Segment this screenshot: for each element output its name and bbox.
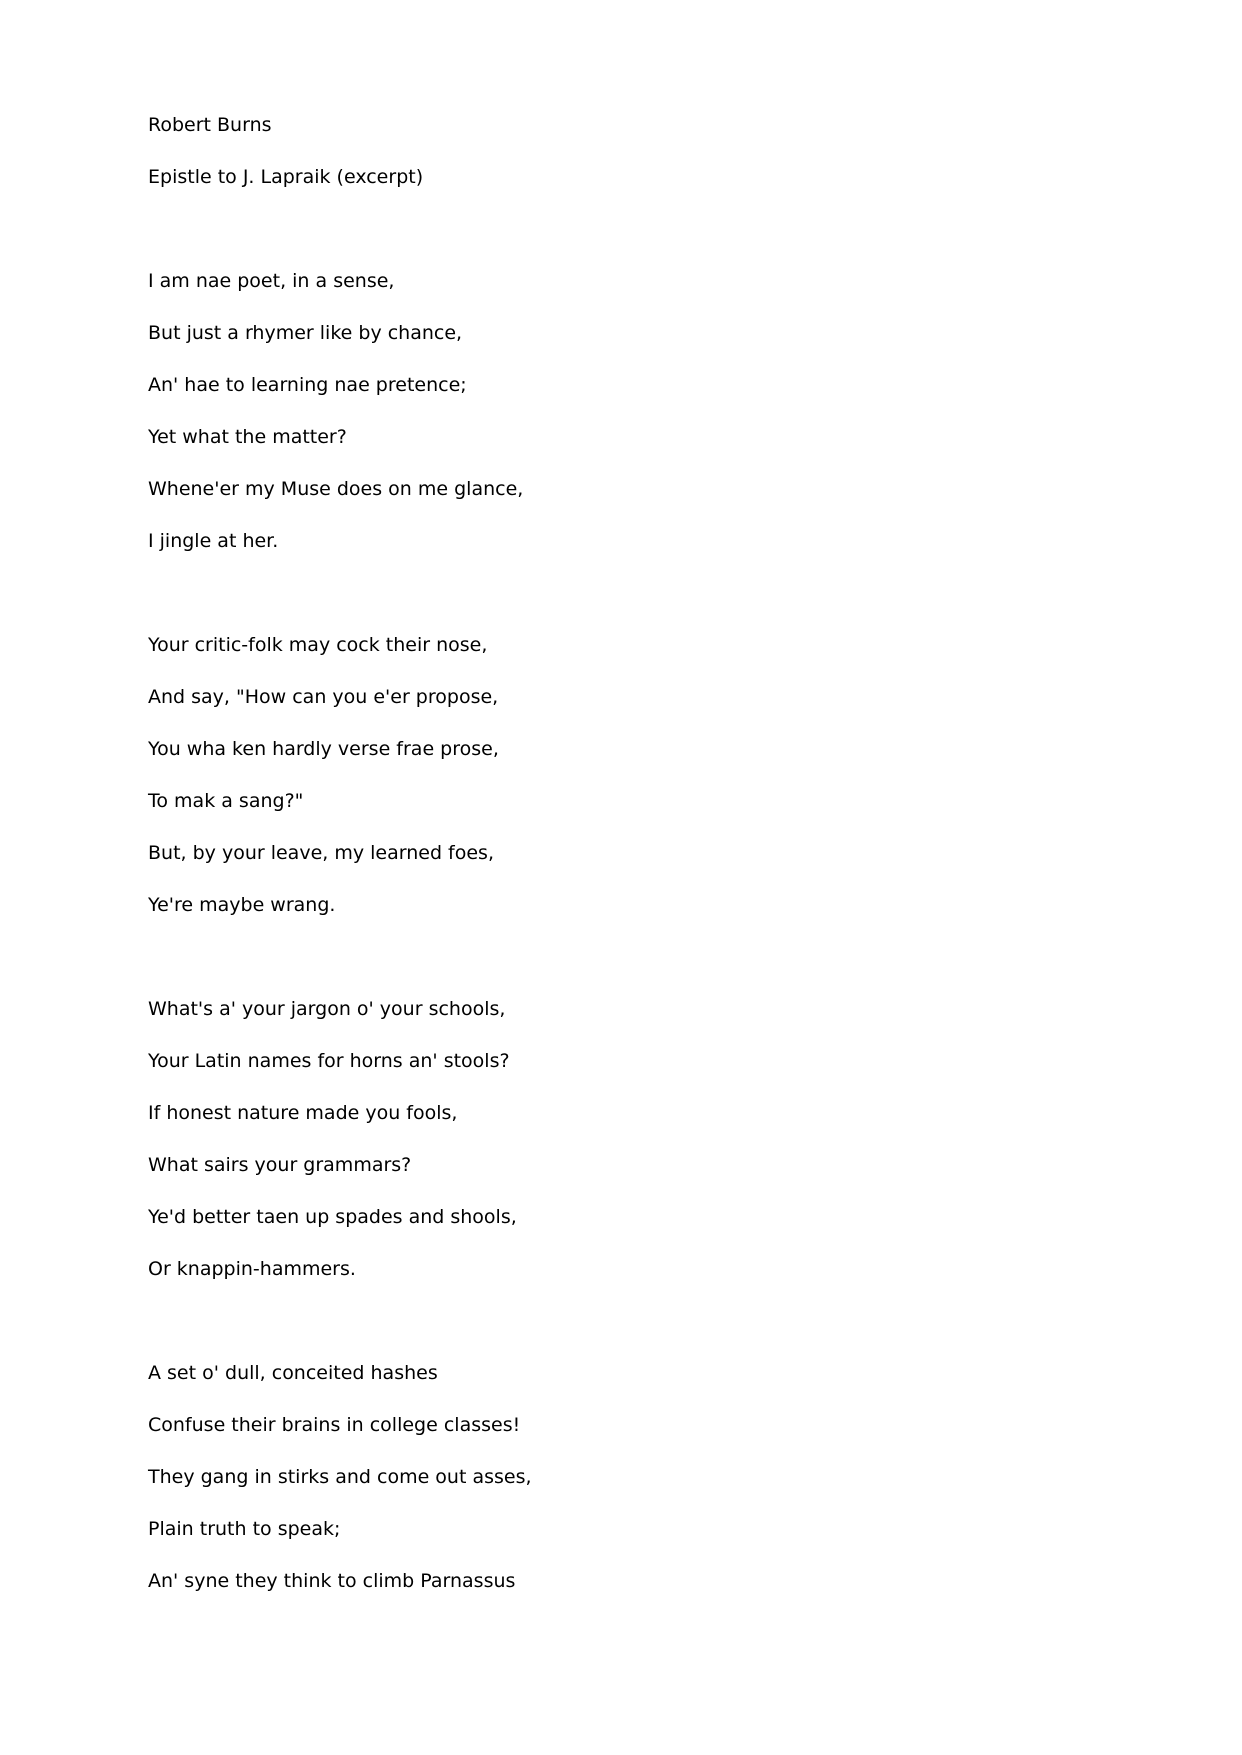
poem-line: An' hae to learning nae pretence;	[148, 374, 467, 396]
poem-line: Your critic-folk may cock their nose,	[148, 634, 488, 656]
poem-line: An' syne they think to climb Parnassus	[148, 1570, 516, 1592]
poem-line: What's a' your jargon o' your schools,	[148, 998, 506, 1020]
poem-line: You wha ken hardly verse frae prose,	[148, 738, 499, 760]
poem-line: And say, "How can you e'er propose,	[148, 686, 499, 708]
poem-line: What sairs your grammars?	[148, 1154, 412, 1176]
poem-line: Ye're maybe wrang.	[148, 894, 336, 916]
poem-line: But, by your leave, my learned foes,	[148, 842, 494, 864]
poem-line: Plain truth to speak;	[148, 1518, 341, 1540]
poem-line: But just a rhymer like by chance,	[148, 322, 463, 344]
poem-line: Confuse their brains in college classes!	[148, 1414, 521, 1436]
author-name: Robert Burns	[148, 114, 272, 136]
poem-line: I am nae poet, in a sense,	[148, 270, 395, 292]
poem-line: Yet what the matter?	[148, 426, 347, 448]
poem-line: A set o' dull, conceited hashes	[148, 1362, 438, 1384]
poem-line: They gang in stirks and come out asses,	[148, 1466, 532, 1488]
poem-line: Or knappin-hammers.	[148, 1258, 356, 1280]
poem-line: Your Latin names for horns an' stools?	[148, 1050, 510, 1072]
poem-line: If honest nature made you fools,	[148, 1102, 458, 1124]
poem-line: Whene'er my Muse does on me glance,	[148, 478, 524, 500]
poem-line: Ye'd better taen up spades and shools,	[148, 1206, 517, 1228]
poem-line: To mak a sang?"	[148, 790, 304, 812]
poem-title: Epistle to J. Lapraik (excerpt)	[148, 166, 424, 188]
poem-line: I jingle at her.	[148, 530, 279, 552]
